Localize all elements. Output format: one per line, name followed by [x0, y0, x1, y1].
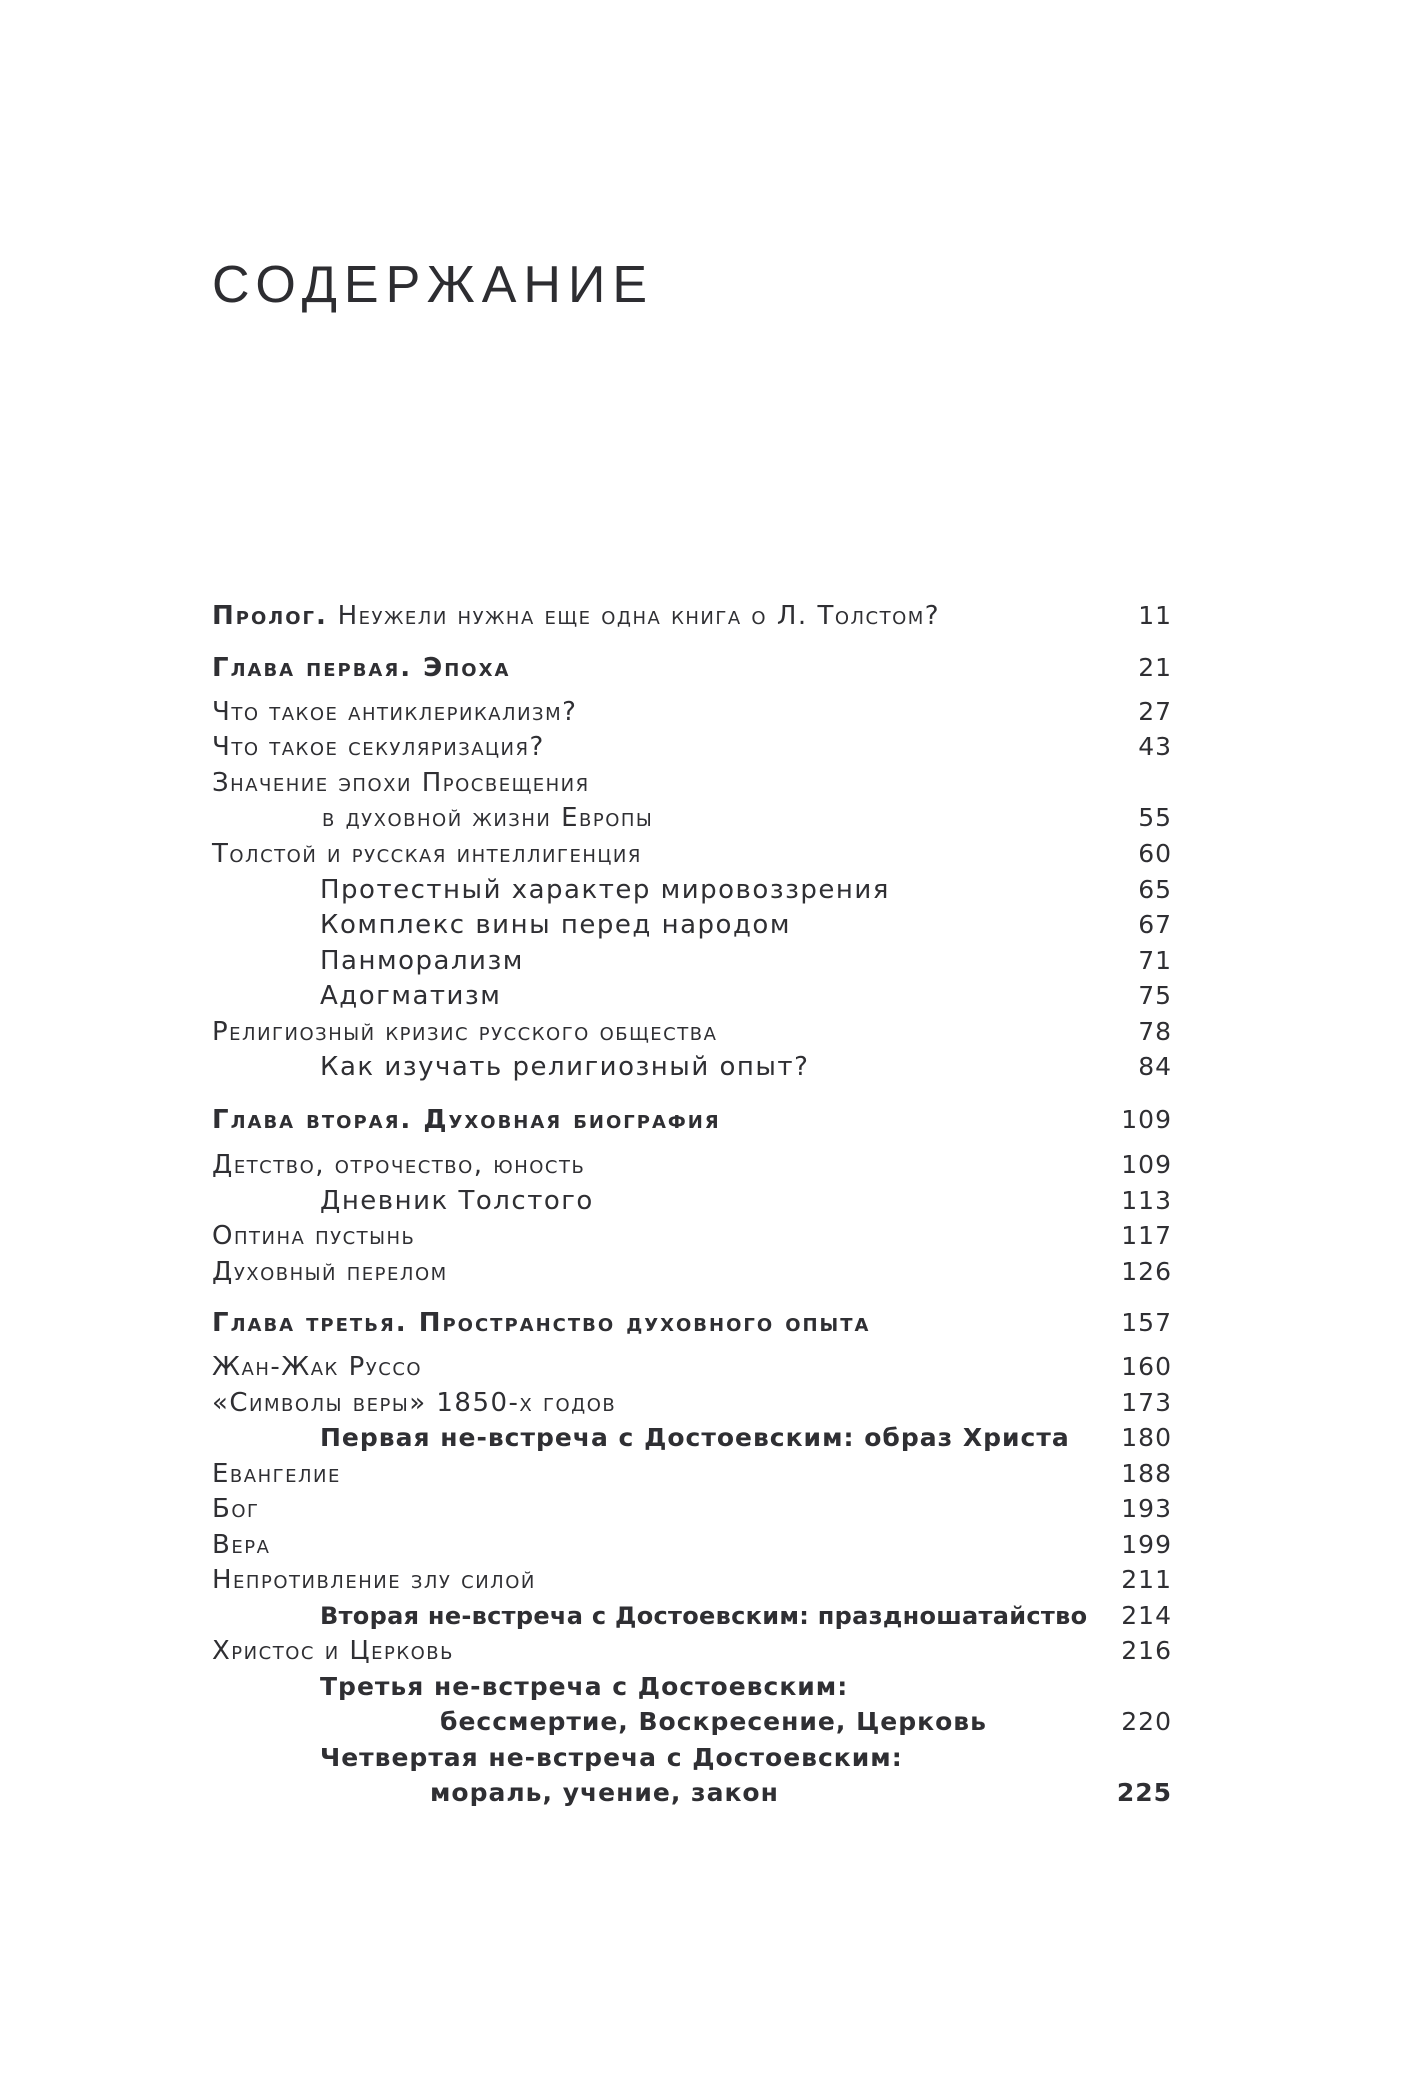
toc-entry	[212, 1347, 1172, 1387]
toc-chapter-1	[212, 648, 1172, 688]
entry-title: Что такое антиклерикализм?	[212, 697, 578, 727]
page-number: 78	[1138, 1017, 1172, 1046]
table-of-contents	[212, 0, 1172, 2083]
entry-title: Значение эпохи Просвещения	[212, 768, 590, 798]
chapter-title: Глава третья. Пространство духовного опыта	[212, 1308, 871, 1338]
toc-entry	[212, 905, 1172, 945]
toc-entry	[212, 1216, 1172, 1256]
entry-title: Непротивление злу силой	[212, 1565, 536, 1595]
entry-title: Комплекс вины перед народом	[320, 910, 791, 940]
page-number: 60	[1138, 839, 1172, 868]
toc-entry	[212, 1181, 1172, 1221]
toc-entry	[212, 1454, 1172, 1494]
toc-chapter-3	[212, 1303, 1172, 1343]
entry-title: Детство, отрочество, юность	[212, 1150, 586, 1180]
page-title: СОДЕРЖАНИЕ	[212, 256, 655, 314]
prologue-title: Неужели нужна еще одна книга о Л. Толстом?	[337, 601, 941, 631]
toc-entry	[212, 1418, 1172, 1458]
toc-entry	[212, 798, 1172, 838]
toc-entry	[212, 1631, 1172, 1671]
page-number: 55	[1138, 803, 1172, 832]
toc-entry	[212, 941, 1172, 981]
toc-entry	[212, 1560, 1172, 1600]
toc-entry	[212, 1773, 1172, 1813]
page-number: 65	[1138, 875, 1172, 904]
page-number: 180	[1121, 1423, 1172, 1452]
page-number: 216	[1121, 1636, 1172, 1665]
toc-entry	[212, 1738, 1172, 1778]
entry-title: Религиозный кризис русского общества	[212, 1017, 718, 1047]
page-number: 21	[1138, 653, 1172, 682]
chapter-title: Глава вторая. Духовная биография	[212, 1105, 721, 1135]
page-number: 117	[1121, 1221, 1172, 1250]
toc-entry	[212, 1667, 1172, 1707]
toc-entry	[212, 1012, 1172, 1052]
toc-entry	[212, 1702, 1172, 1742]
page-number: 71	[1138, 946, 1172, 975]
page-number: 193	[1121, 1494, 1172, 1523]
chapter-title: Глава первая. Эпоха	[212, 653, 511, 683]
page-number: 220	[1121, 1707, 1172, 1736]
entry-title: Оптина пустынь	[212, 1221, 416, 1251]
toc-entry	[212, 727, 1172, 767]
entry-title: Вторая не-встреча с Достоевским: праздношатайство	[320, 1602, 1088, 1630]
entry-title: Протестный характер мировоззрения	[320, 875, 890, 905]
toc-entry	[212, 1047, 1172, 1087]
entry-title: Жан-Жак Руссо	[212, 1352, 423, 1382]
entry-title: Евангелие	[212, 1459, 341, 1489]
toc-entry	[212, 1596, 1172, 1636]
toc-entry	[212, 976, 1172, 1016]
page-number: 126	[1121, 1257, 1172, 1286]
entry-title: Что такое секуляризация?	[212, 732, 545, 762]
prologue-label: Пролог.	[212, 601, 328, 631]
toc-entry	[212, 763, 1172, 803]
page-number: 113	[1121, 1186, 1172, 1215]
toc-entry	[212, 870, 1172, 910]
page-number: 160	[1121, 1352, 1172, 1381]
toc-entry	[212, 692, 1172, 732]
page-number: 27	[1138, 697, 1172, 726]
toc-entry	[212, 1145, 1172, 1185]
entry-title: Духовный перелом	[212, 1257, 448, 1287]
entry-title: Панморализм	[320, 946, 524, 976]
entry-title: Вера	[212, 1530, 271, 1560]
entry-title: Толстой и русская интеллигенция	[212, 839, 642, 869]
entry-title: Четвертая не-встреча с Достоевским:	[320, 1743, 903, 1772]
entry-title: Первая не-встреча с Достоевским: образ Христа	[320, 1423, 1070, 1452]
entry-title: Христос и Церковь	[212, 1636, 454, 1666]
toc-prologue	[212, 596, 1172, 636]
entry-title: в духовной жизни Европы	[322, 803, 654, 833]
entry-title: Третья не-встреча с Достоевским:	[320, 1672, 849, 1701]
entry-title: Как изучать религиозный опыт?	[320, 1052, 810, 1082]
page-number: 173	[1121, 1388, 1172, 1417]
entry-title: Дневник Толстого	[320, 1186, 594, 1216]
page-number: 109	[1121, 1150, 1172, 1179]
page-number: 211	[1121, 1565, 1172, 1594]
page-number: 214	[1121, 1601, 1172, 1630]
page-number: 67	[1138, 910, 1172, 939]
entry-title: Адогматизм	[320, 981, 502, 1011]
toc-entry	[212, 1252, 1172, 1292]
page-number: 11	[1138, 601, 1172, 630]
toc-entry	[212, 834, 1172, 874]
page-number: 109	[1121, 1105, 1172, 1134]
entry-title: мораль, учение, закон	[430, 1778, 779, 1807]
toc-entry	[212, 1383, 1172, 1423]
entry-title: Бог	[212, 1494, 260, 1524]
entry-title: бессмертие, Воскресение, Церковь	[440, 1707, 987, 1736]
page-number: 188	[1121, 1459, 1172, 1488]
page-number: 75	[1138, 981, 1172, 1010]
toc-entry	[212, 1489, 1172, 1529]
page-number: 84	[1138, 1052, 1172, 1081]
toc-entry	[212, 1525, 1172, 1565]
page-number: 225	[1116, 1778, 1172, 1807]
page-number: 199	[1121, 1530, 1172, 1559]
toc-chapter-2	[212, 1100, 1172, 1140]
entry-title: «Символы веры» 1850-х годов	[212, 1388, 617, 1418]
page-number: 43	[1138, 732, 1172, 761]
page-number: 157	[1121, 1308, 1172, 1337]
